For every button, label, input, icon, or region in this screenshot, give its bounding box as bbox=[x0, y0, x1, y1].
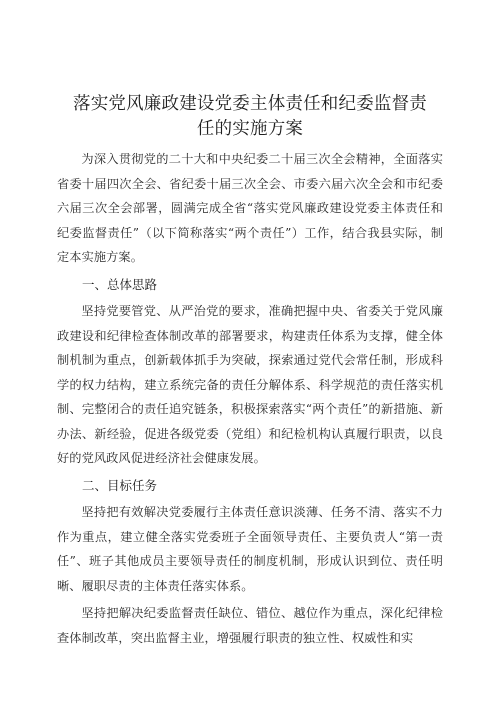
title-line-2: 任的实施方案 bbox=[196, 119, 304, 139]
section-heading-goals-tasks: 二、目标任务 bbox=[82, 477, 158, 493]
overall-approach-paragraph: 坚持党要管党、从严治党的要求，准确把握中央、省委关于党风廉政建设和纪律检查体制改革的部署要求，构建责任体系为支撑，健全体制机制为重点，创新载体抓手为突破，探索通过党代会常任制，形成科学的权力结构，建立系统完备的责任分解体系、科学规范的责任落实机制、完整闭合的责任追究链条，积极探索落实“两个责任”的新措施、新办法、新经验，促进各级党委（党组）和纪检机构认真履行职责，以良好的党风政风促进经济社会健康发展。 bbox=[57, 304, 443, 465]
intro-paragraph: 为深入贯彻党的二十大和中央纪委二十届三次全会精神，全面落实省委十届四次全会、省纪委十届三次全会、市委六届六次全会和市纪委六届三次全会部署，圆满完成全省“落实党风廉政建设党委主体责任和纪委监督责任”（以下简称落实“两个责任”）工作，结合我县实际，制定本实施方案。 bbox=[57, 152, 443, 264]
goals-paragraph-2: 坚持把解决纪委监督责任缺位、错位、越位作为重点，深化纪律检查体制改革，突出监督主业，增强履行职责的独立性、权威性和实 bbox=[57, 606, 443, 645]
goals-paragraph-1: 坚持把有效解决党委履行主体责任意识淡薄、任务不清、落实不力作为重点，建立健全落实党委班子全面领导责任、主要负责人“第一责任”、班子其他成员主要领导责任的制度机制，形成认识到位、责任明晰、履职尽责的主体责任落实体系。 bbox=[57, 505, 443, 593]
title-line-1: 落实党风廉政建设党委主体责任和纪委监督责 bbox=[73, 94, 427, 114]
section-heading-overall-approach: 一、总体思路 bbox=[82, 276, 158, 292]
document-title bbox=[60, 92, 440, 142]
document-body bbox=[57, 147, 443, 653]
